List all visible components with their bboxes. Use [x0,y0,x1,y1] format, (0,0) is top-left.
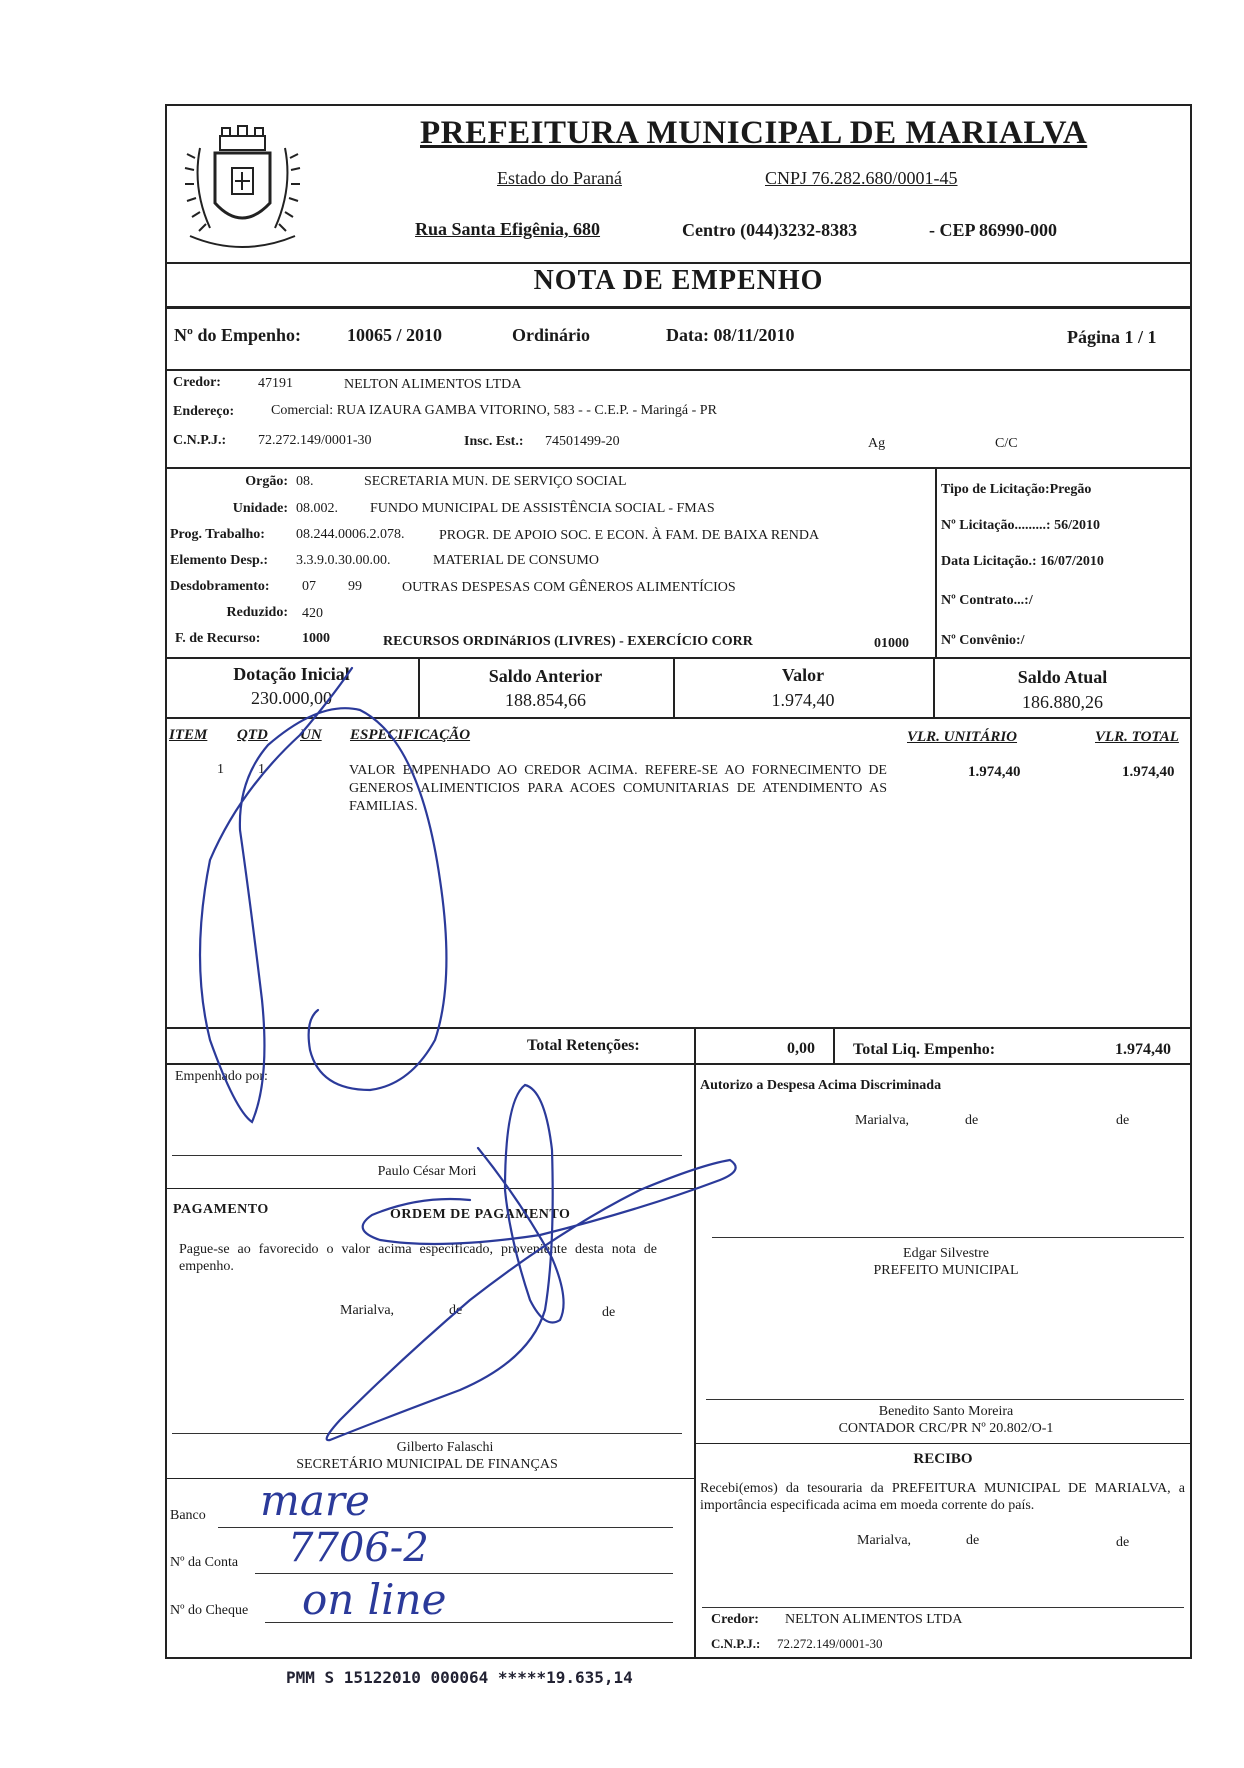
liq-label: Total Liq. Empenho: [853,1041,996,1058]
saldo-anterior-label: Saldo Anterior [488,666,603,686]
divider [833,1027,835,1064]
unidade-label: Unidade: [232,501,288,516]
cnpj-label: C.N.P.J.: [173,433,227,448]
elemento-name: MATERIAL DE CONSUMO [433,553,599,568]
recurso-code: 1000 [302,631,330,646]
desdobramento-b: 99 [348,579,362,594]
page-number: Página 1 / 1 [1067,327,1157,347]
address-label: Endereço: [173,404,235,419]
dotacao-label: Dotação Inicial [233,664,350,684]
unidade-name: FUNDO MUNICIPAL DE ASSISTÊNCIA SOCIAL - FMAS [370,501,715,516]
orgao-name: SECRETARIA MUN. DE SERVIÇO SOCIAL [364,474,627,489]
divider [165,467,1192,469]
contrato-number: Nº Contrato...:/ [941,593,1033,608]
recibo-de2: de [1116,1535,1130,1550]
prefeito-role: PREFEITO MUNICIPAL [873,1263,1019,1278]
empenho-date: Data: 08/11/2010 [666,325,795,345]
secretario-name: Gilberto Falaschi [396,1440,494,1455]
elemento-label: Elemento Desp.: [170,553,268,568]
cheque-handwritten: on line [302,1575,447,1624]
prefeitura-title: PREFEITURA MUNICIPAL DE MARIALVA [420,115,1088,151]
conta-handwritten: 7706-2 [288,1525,429,1571]
autorizo-label: Autorizo a Despesa Acima Discriminada [700,1078,942,1093]
divider [165,1027,1192,1029]
pagamento-de2: de [602,1305,616,1320]
desdobramento-label: Desdobramento: [170,579,270,594]
divider [165,306,1192,309]
valor-value: 1.974,40 [771,690,835,710]
dotacao-value: 230.000,00 [251,688,332,708]
header-address: Rua Santa Efigênia, 680 [415,219,601,239]
divider [694,1027,696,1064]
col-header-item: ITEM [169,727,208,743]
saldo-atual-value: 186.880,26 [1022,692,1103,712]
unidade-code: 08.002. [296,501,338,516]
divider [165,1478,694,1479]
header-cep: - CEP 86990-000 [929,220,1057,240]
recurso-label: F. de Recurso: [175,631,261,646]
col-header-espec: ESPECIFICAÇÃO [350,727,471,743]
autorizo-de1: de [965,1113,979,1128]
desdobramento-name: OUTRAS DESPESAS COM GÊNEROS ALIMENTÍCIOS [402,580,736,595]
empenhado-name: Paulo César Mori [377,1164,477,1179]
valor-label: Valor [781,665,825,685]
credor-cnpj: 72.272.149/0001-30 [258,433,372,448]
item-total-value: 1.974,40 [1122,764,1175,780]
recurso-name: RECURSOS ORDINáRIOS (LIVRES) - EXERCÍCIO CORR [383,634,753,649]
footer-code: PMM S 15122010 000064 *****19.635,14 [286,1668,633,1687]
signature-line [706,1399,1184,1400]
col-header-qtd: QTD [237,727,268,743]
banco-label: Banco [170,1508,206,1523]
empenho-label: Nº do Empenho: [174,325,301,345]
recibo-credor-name: NELTON ALIMENTOS LTDA [785,1612,963,1627]
col-header-un: UN [300,727,322,743]
item-specification: VALOR EMPENHADO AO CREDOR ACIMA. REFERE-SE AO FORNECIMENTO DE GENEROS ALIMENTICIOS PARA ACOES COMUNITARIAS DE ATENDIMENTO AS FAMILIAS. [349,763,887,814]
pagamento-de1: de [449,1303,463,1318]
state-label: Estado do Paraná [497,168,622,188]
orgao-label: Orgão: [245,474,288,489]
convenio-number: Nº Convênio:/ [941,633,1025,648]
recibo-place: Marialva, [857,1533,912,1548]
conta-label: Nº da Conta [170,1555,239,1570]
divider [165,657,1192,659]
licitacao-data: Data Licitação.: 16/07/2010 [941,554,1104,569]
divider [165,369,1192,371]
prog-label: Prog. Trabalho: [170,527,265,542]
empenhado-label: Empenhado por: [175,1069,268,1084]
orgao-code: 08. [296,474,314,489]
empenho-type: Ordinário [512,325,591,345]
doc-title: NOTA DE EMPENHO [533,265,824,296]
credor-label: Credor: [173,375,221,390]
divider [694,1443,1192,1444]
pagamento-label: PAGAMENTO [173,1202,269,1217]
signature-line [172,1155,682,1156]
banco-handwritten: mare [260,1476,370,1525]
recibo-text: Recebi(emos) da tesouraria da PREFEITURA MUNICIPAL DE MARIALVA, a importância especificada acima em moeda corrente do país. [700,1481,1185,1513]
agency-label: Ag [868,436,886,451]
signature-line [712,1237,1184,1238]
credor-name: NELTON ALIMENTOS LTDA [344,377,522,392]
pagamento-text: Pague-se ao favorecido o valor acima especificado, proveniente desta nota de empenho. [179,1242,657,1274]
liq-value: 1.974,40 [1115,1041,1171,1058]
divider [165,1188,694,1189]
divider [935,467,937,659]
empenho-number: 10065 / 2010 [347,325,443,345]
contador-role: CONTADOR CRC/PR Nº 20.802/O-1 [838,1421,1054,1436]
autorizo-de2: de [1116,1113,1130,1128]
insc-value: 74501499-20 [545,434,620,449]
recurso-number: 01000 [874,636,909,651]
municipal-coat-of-arms-icon [170,108,315,256]
saldo-atual-label: Saldo Atual [1017,667,1108,687]
ordem-pagamento-label: ORDEM DE PAGAMENTO [390,1207,571,1222]
pagamento-place: Marialva, [340,1303,395,1318]
item-qtd: 1 [258,762,265,777]
recibo-cnpj: 72.272.149/0001-30 [777,1636,883,1651]
col-header-total: VLR. TOTAL [1095,729,1179,745]
banco-line [218,1527,673,1528]
prefeito-name: Edgar Silvestre [903,1246,989,1261]
prog-name: PROGR. DE APOIO SOC. E ECON. À FAM. DE BAIXA RENDA [439,528,820,543]
prog-code: 08.244.0006.2.078. [296,527,405,542]
header-phone: Centro (044)3232-8383 [682,220,858,240]
retencoes-value: 0,00 [787,1040,815,1057]
saldo-anterior-value: 188.854,66 [505,690,586,710]
signature-line [702,1607,1184,1608]
insc-label: Insc. Est.: [464,434,524,449]
divider [165,1063,1192,1065]
account-label: C/C [995,436,1018,451]
retencoes-label: Total Retenções: [527,1037,640,1054]
elemento-code: 3.3.9.0.30.00.00. [296,553,391,568]
contador-name: Benedito Santo Moreira [878,1404,1014,1419]
signature-line [172,1433,682,1434]
divider [165,717,1192,719]
item-unit-value: 1.974,40 [968,764,1021,780]
header-cnpj: CNPJ 76.282.680/0001-45 [765,168,958,188]
item-number: 1 [217,762,224,777]
desdobramento-a: 07 [302,579,316,594]
cheque-label: Nº do Cheque [170,1603,249,1618]
recibo-cnpj-label: C.N.P.J.: [711,1636,761,1651]
divider [165,262,1192,264]
recibo-de1: de [966,1533,980,1548]
reduzido-label: Reduzido: [226,605,288,620]
licitacao-tipo: Tipo de Licitação:Pregão [941,482,1092,497]
reduzido-value: 420 [302,606,323,621]
conta-line [255,1573,673,1574]
recibo-credor-label: Credor: [711,1612,759,1627]
credor-address: Comercial: RUA IZAURA GAMBA VITORINO, 583 - - C.E.P. - Maringá - PR [271,403,717,418]
autorizo-place: Marialva, [855,1113,910,1128]
col-header-unit: VLR. UNITÁRIO [907,729,1018,745]
secretario-role: SECRETÁRIO MUNICIPAL DE FINANÇAS [296,1457,558,1472]
credor-code: 47191 [258,376,293,391]
licitacao-numero: Nº Licitação.........: 56/2010 [941,518,1100,533]
recibo-label: RECIBO [913,1451,973,1467]
divider [694,1063,696,1659]
